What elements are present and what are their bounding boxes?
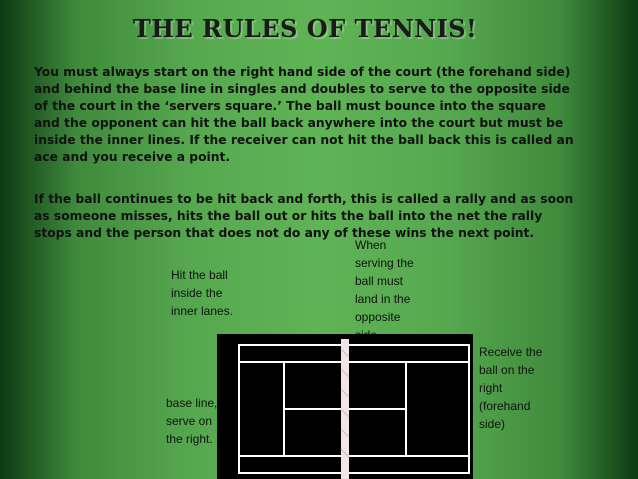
inner-lanes-note: Hit the ball inside the inner lanes. [171, 268, 234, 318]
receive-note: Receive the ball on the right (forehand side) [479, 345, 543, 431]
slide-title: THE RULES OF TENNIS! [132, 14, 478, 43]
rules-paragraph-serving: You must always start on the right hand side of the court (the forehand side) and behind the base line in singles and doubles to serve to the opposite side of the court in the ‘servers square.’ The ball must bounce into the square and the opponent can hit the ball back anywhere into the court but must be inside the inner lines. If the receiver can not hit the ball back this is called an ace and you receive a point. [34, 65, 574, 164]
tennis-court-diagram [217, 334, 473, 479]
serve-square-note: When serving the ball must land in the opposite [355, 238, 414, 324]
base-line-note: base line, serve on the right. [166, 396, 218, 446]
court-lines [217, 334, 473, 479]
tennis-net [341, 339, 349, 479]
rules-paragraph-rally: If the ball continues to be hit back and forth, this is called a rally and as soon as someone misses, hits the ball out or hits the ball into the net the rally stops and the person that does not do any of these wins the next point. [34, 192, 574, 240]
